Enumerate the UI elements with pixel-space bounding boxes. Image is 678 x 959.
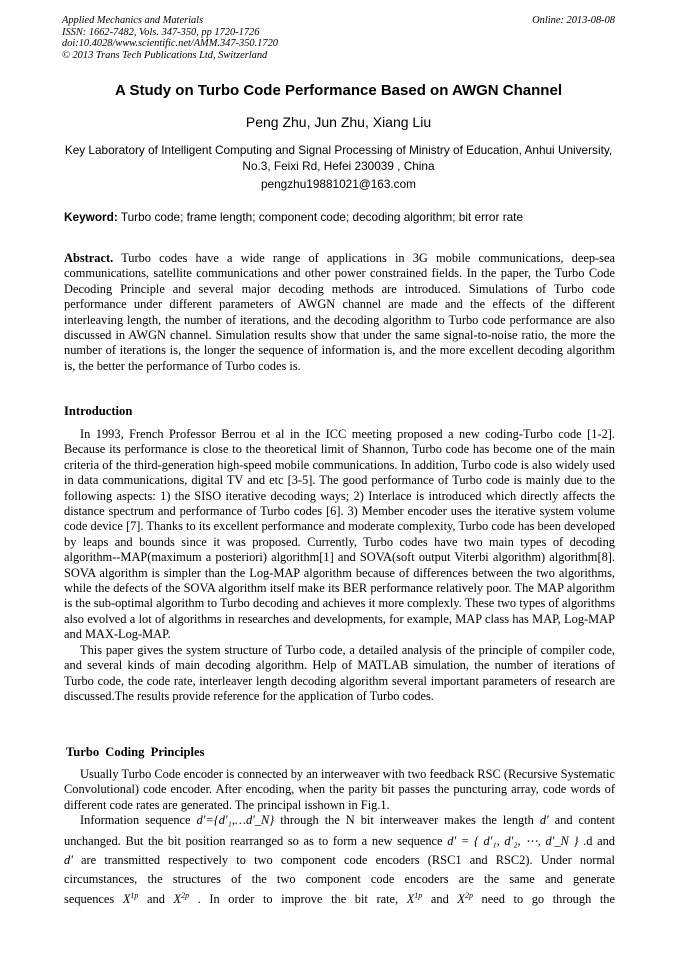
doi-line: doi:10.4028/www.scientific.net/AMM.347-350.1720 (62, 38, 278, 49)
math-x1p-2: $X^{1p}$ (406, 890, 423, 906)
keywords-label: Keyword: (64, 210, 118, 224)
author-email: pengzhu19881021@163.com (261, 177, 416, 191)
math-x2p: $X^{2p}$ (173, 890, 190, 906)
math-x1p: $X^{1p}$ (122, 890, 139, 906)
copyright-line: © 2013 Trans Tech Publications Ltd, Switzerland (62, 49, 268, 61)
math-new-sequence: d' = { d'₁, d'₂, ⋯, d'_N } (447, 833, 579, 848)
turbo-line-1: Information sequence d'={d'₁,…d'_N} through the N bit interweaver makes the length d' and content (80, 813, 615, 828)
turbo-line-5: sequences $X^{1p}$ and $X^{2p}$ . In order to improve the bit rate, $X^{1p}$ and $X^{2p}$ need to go through the (64, 890, 615, 906)
affiliation: Key Laboratory of Intelligent Computing and Signal Processing of Ministry of Education, Anhui University, No.3, Feixi Rd, Hefei 230039 , China (64, 143, 613, 173)
abstract-text: Turbo codes have a wide range of applications in 3G mobile communications, deep-sea communications, satellite communications and other power constrained fields. In the paper, the Turbo Code Decoding Principle and several major decoding methods are introduced. Simulations of Turbo code performance under different parameters of AWGN channel are made and the effects of the different interleaving length, the number of iterations, and the decoding algorithm to Turbo code performance are also discussed in AWGN channel. Simulation results show that under the same signal-to-noise ratio, the more the number of iterations is, the longer the sequence of information is, and the more excellent decoding algorithm is, the better the performance of Turbo codes is. (64, 251, 616, 373)
math-d-prime: d' (539, 813, 549, 828)
keywords-text: Turbo code; frame length; component code; decoding algorithm; bit error rate (120, 210, 524, 224)
turbo-coding-body (64, 767, 615, 907)
online-date: Online: 2013-08-08 (532, 15, 615, 26)
paper-title: A Study on Turbo Code Performance Based on AWGN Channel (115, 82, 562, 99)
introduction-body (64, 427, 615, 704)
intro-paragraph-2: This paper gives the system structure of Turbo code, a detailed analysis of the principle of compiler code, and several kinds of main decoding algorithm. Help of MATLAB simulation, the number of iterations of Turbo code, the code rate, interleaver length decoding algorithm several important parameters of research are discussed.The results provide reference for the application of Turbo codes. (64, 642, 615, 703)
turbo-line-3: d' are transmitted respectively to two component code encoders (RSC1 and RSC2). Under normal (64, 853, 615, 868)
turbo-paragraph-1: Usually Turbo Code encoder is connected by an interweaver with two feedback RSC (Recursive Systematic Convolutional) code encoder. After encoding, when the parity bit passes the puncturing array, code words of different code rates are generated. The principal isshown in Fig.1. (64, 767, 615, 812)
abstract (64, 251, 615, 374)
turbo-line-2: unchanged. But the bit position rearranged so as to form a new sequence d' = { d'₁, d'₂, ⋯, d'_N } .d and (64, 833, 615, 848)
abstract-label: Abstract. (64, 251, 114, 265)
intro-paragraph-1: In 1993, French Professor Berrou et al in the ICC meeting proposed a new coding-Turbo code [1-2]. Because its performance is close to the theoretical limit of Shannon, Turbo code has become one of the main criteria of the third-generation high-speed mobile communications. In addition, Turbo code is also widely used in data communications, digital TV and etc [3-5]. The good performance of Turbo code is mainly due to the following aspects: 1) the SISO iterative decoding ways; 2) Interlace is introduced which directly affects the distance spectrum and performance of Turbo codes [6]. 3) Member encoder uses the iterative system volume code device [7]. Thanks to its excellent performance and moderate complexity, Turbo code has been developed by leaps and bounds since it was proposed. Currently, Turbo codes have two main types of decoding algorithm--MAP(maximum a posteriori) algorithm[1] and SOVA(soft output Viterbi algorithm) algorithm[8]. SOVA algorithm is simpler than the Log-MAP algorithm because of differences between the two algorithms, while the defects of the SOVA algorithm itself make its BER performance relatively poor. The MAP algorithm is the sub-optimal algorithm to Turbo decoding and achieves it more complexly. These two types of algorithms also evolved a lot of algorithms in researches and developments, for example, MAP class has MAP, Log-MAP and MAX-Log-MAP. (64, 427, 615, 642)
turbo-coding-heading: Turbo Coding Principles (66, 745, 205, 759)
introduction-heading: Introduction (64, 404, 133, 418)
paper-authors: Peng Zhu, Jun Zhu, Xiang Liu (245, 114, 432, 130)
issn-line: ISSN: 1662-7482, Vols. 347-350, pp 1720-1726 (62, 26, 260, 38)
journal-header (62, 15, 615, 61)
journal-name: Applied Mechanics and Materials (62, 15, 204, 26)
keywords (64, 210, 617, 224)
math-d-prime-seq: d'={d'₁,…d'_N} (196, 813, 275, 828)
math-x2p-2: $X^{2p}$ (457, 890, 473, 906)
math-d-prime-2: d' (64, 853, 73, 868)
turbo-line-4: circumstances, the structures of the two component code encoders are the same and generate (64, 872, 615, 887)
